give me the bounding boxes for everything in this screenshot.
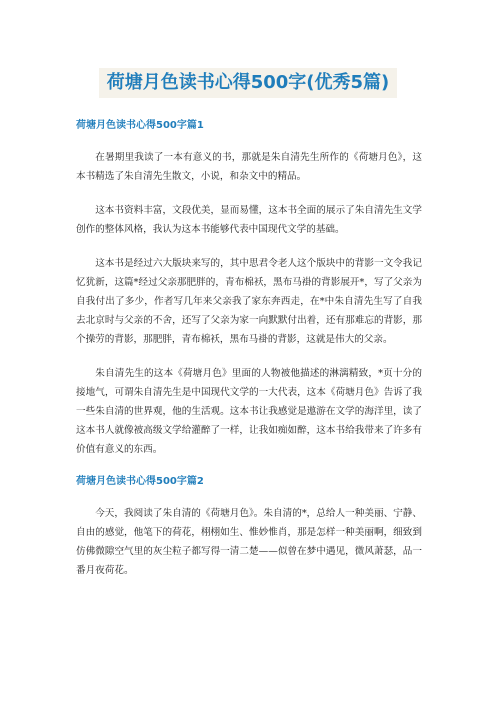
document-title: 荷塘月色读书心得500字(优秀5篇) bbox=[99, 68, 398, 98]
paragraph: 朱自清先生的这本《荷塘月色》里面的人物被他描述的淋漓精致，*页十分的接地气，可谓朱自清先生是中国现代文学的一大代表，这本《荷塘月色》告诉了我一些朱自清的世界观，他的生活观。这本书让我感觉是遨游在文学的海洋里，读了这本书人就像被高级文学给灌醉了一样，让我如痴如醉，这本书给我带来了许多有价值有意义的东西。 bbox=[76, 368, 422, 455]
section-2 bbox=[76, 474, 422, 580]
section-heading: 荷塘月色读书心得500字篇2 bbox=[76, 476, 204, 487]
paragraph: 这本书资料丰富，文段优美，显而易懂，这本书全面的展示了朱自清先生文学创作的整体风格，我认为这本书能够代表中国现代文学的基础。 bbox=[76, 205, 422, 235]
document-body bbox=[76, 118, 422, 595]
section-heading: 荷塘月色读书心得500字篇1 bbox=[76, 120, 204, 131]
paragraph: 这本书是经过六大版块来写的，其中思君令老人这个版块中的背影一文令我记忆犹新，这篇*经过父亲那肥胖的，青布棉袄，黑布马褂的背影展开*，写了父亲为自我付出了多少，作者写几年来父亲我了家东奔西走，在*中朱自清先生写了自我去北京时与父亲的不舍，还写了父亲为家一向默默付出着，还有那难忘的背影，那个操劳的背影，那肥胖，青布棉袄，黑布马褂的背影，这就是伟大的父亲。 bbox=[76, 258, 422, 345]
paragraph: 在暑期里我读了一本有意义的书，那就是朱自清先生所作的《荷塘月色》，这本书精选了朱自清先生散文，小说，和杂文中的精品。 bbox=[76, 152, 422, 182]
section-1 bbox=[76, 118, 422, 459]
title-area bbox=[0, 68, 496, 98]
paragraph: 今天，我阅读了朱自清的《荷塘月色》。朱自清的*，总给人一种美丽、宁静、自由的感觉，他笔下的荷花，栩栩如生、惟妙惟肖，那是怎样一种美丽啊，细致到仿佛微隙空气里的灰尘粒子都写得一清二楚——似曾在梦中遇见，微风萧瑟，品一番月夜荷花。 bbox=[76, 508, 422, 576]
